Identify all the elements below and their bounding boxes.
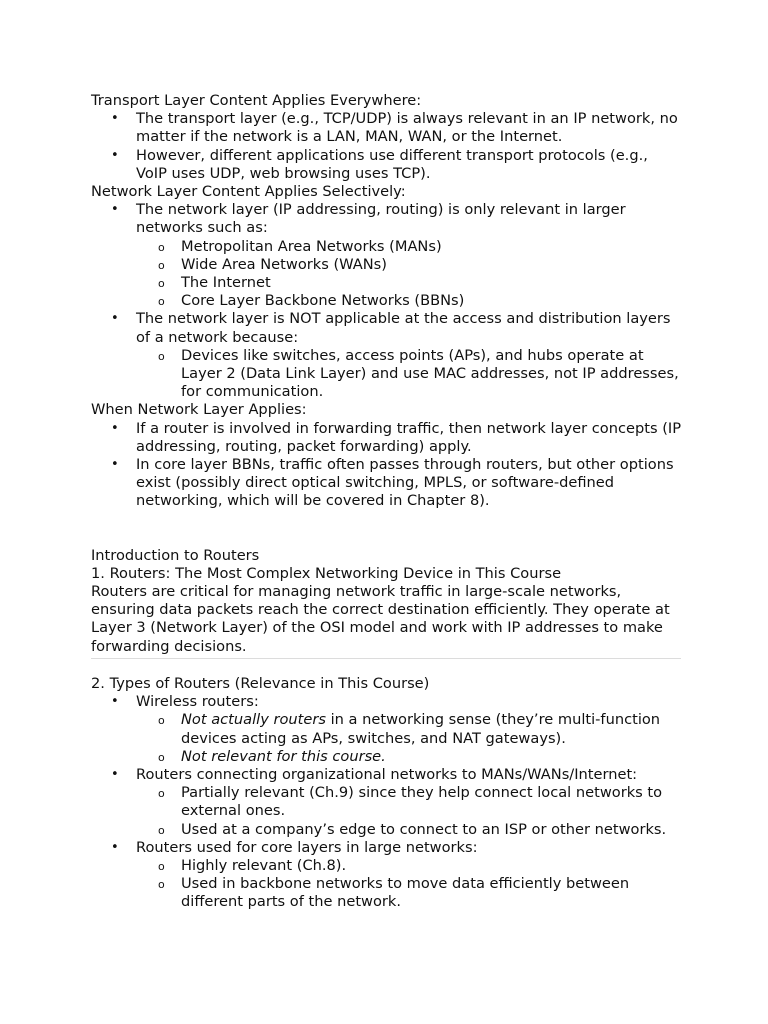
list-item: • If a router is involved in forwarding traffic, then network layer concepts (IP addressing, routing, packet forwarding) apply. — [111, 419, 681, 455]
sub-list-item — [91, 748, 681, 766]
section-heading-when: When Network Layer Applies: — [91, 401, 307, 419]
bullet-glyph: • — [111, 311, 119, 327]
bullet-glyph: • — [111, 420, 119, 436]
section-heading-network: Network Layer Content Applies Selectively: — [91, 183, 406, 201]
emphasis-text: Not relevant for this course. — [181, 747, 386, 765]
bullet-glyph: • — [111, 111, 119, 127]
bullet-glyph: • — [111, 694, 119, 710]
sub-list-item: o Used in backbone networks to move data efficiently between different parts of the network. — [158, 875, 630, 911]
sub-bullet-glyph: o — [158, 750, 165, 764]
list-item: • In core layer BBNs, traffic often passes through routers, but other options exist (possibly direct optical switching, MPLS, or software-defined networking, which will be covered in Chapter 8). — [111, 456, 674, 510]
sub-bullet-glyph: o — [158, 859, 165, 873]
list-item: • The network layer (IP addressing, routing) is only relevant in larger networks such as: — [111, 201, 626, 237]
section-heading-transport: Transport Layer Content Applies Everywhere: — [91, 92, 422, 109]
intro-heading: 1. Routers: The Most Complex Networking Device in This Course — [91, 564, 562, 582]
document-page — [91, 92, 681, 912]
sub-bullet-glyph: o — [158, 714, 165, 728]
sub-list-item: o Devices like switches, access points (APs), and hubs operate at Layer 2 (Data Link Layer) and use MAC addresses, not IP addresses, for communication. — [158, 346, 679, 401]
bullet-glyph: • — [111, 202, 119, 218]
intro-paragraph: Routers are critical for managing network traffic in large-scale networks, ensuring data packets reach the correct destination efficiently. They operate at Layer 3 (Network Layer) of the OSI model and work with IP addresses to make forwarding decisions. — [91, 583, 670, 655]
sub-bullet-glyph: o — [158, 349, 165, 363]
bullet-glyph: • — [111, 839, 119, 855]
horizontal-divider — [91, 658, 681, 659]
section-spacer — [91, 511, 681, 547]
bullet-glyph: • — [111, 147, 119, 163]
list-item: • Wireless routers: — [111, 693, 259, 711]
bullet-glyph: • — [111, 766, 119, 782]
sub-list-item: o Wide Area Networks (WANs) — [91, 256, 681, 274]
sub-bullet-glyph: o — [158, 295, 165, 309]
sub-list-item: o Not actually routers in a networking sense (they’re multi-function devices acting as APs, switches, and NAT gateways). — [158, 711, 661, 747]
sub-bullet-glyph: o — [158, 823, 165, 837]
sub-bullet-glyph: o — [158, 258, 165, 272]
types-list — [91, 693, 681, 911]
sub-list-item: o Used at a company’s edge to connect to an ISP or other networks. — [91, 821, 681, 839]
emphasis-text: Not actually routers — [181, 711, 326, 729]
sub-list-item: o Core Layer Backbone Networks (BBNs) — [91, 292, 681, 310]
network-list — [91, 201, 681, 401]
sub-list-item: o Highly relevant (Ch.8). — [91, 857, 681, 875]
list-item: • Routers used for core layers in large networks: — [111, 838, 478, 856]
list-item: • The transport layer (e.g., TCP/UDP) is always relevant in an IP network, no matter if the network is a LAN, MAN, WAN, or the Internet. — [111, 110, 678, 146]
sub-bullet-glyph: o — [158, 240, 165, 254]
when-list — [91, 420, 681, 511]
sub-bullet-glyph: o — [158, 277, 165, 291]
bullet-glyph: • — [111, 457, 119, 473]
list-item: • The network layer is NOT applicable at the access and distribution layers of a network because: — [111, 310, 671, 346]
sub-bullet-glyph: o — [158, 878, 165, 892]
transport-list — [91, 110, 681, 183]
sub-list-item: o Partially relevant (Ch.9) since they help connect local networks to external ones. — [158, 784, 663, 820]
sub-list-item: o The Internet — [91, 274, 681, 292]
types-heading: 2. Types of Routers (Relevance in This Course) — [91, 674, 430, 692]
intro-title: Introduction to Routers — [91, 546, 260, 564]
sub-bullet-glyph: o — [158, 787, 165, 801]
list-item: • However, different applications use different transport protocols (e.g., VoIP uses UDP, web browsing uses TCP). — [111, 146, 648, 182]
list-item: • Routers connecting organizational networks to MANs/WANs/Internet: — [111, 765, 638, 783]
sub-list-item: o Metropolitan Area Networks (MANs) — [91, 238, 681, 256]
